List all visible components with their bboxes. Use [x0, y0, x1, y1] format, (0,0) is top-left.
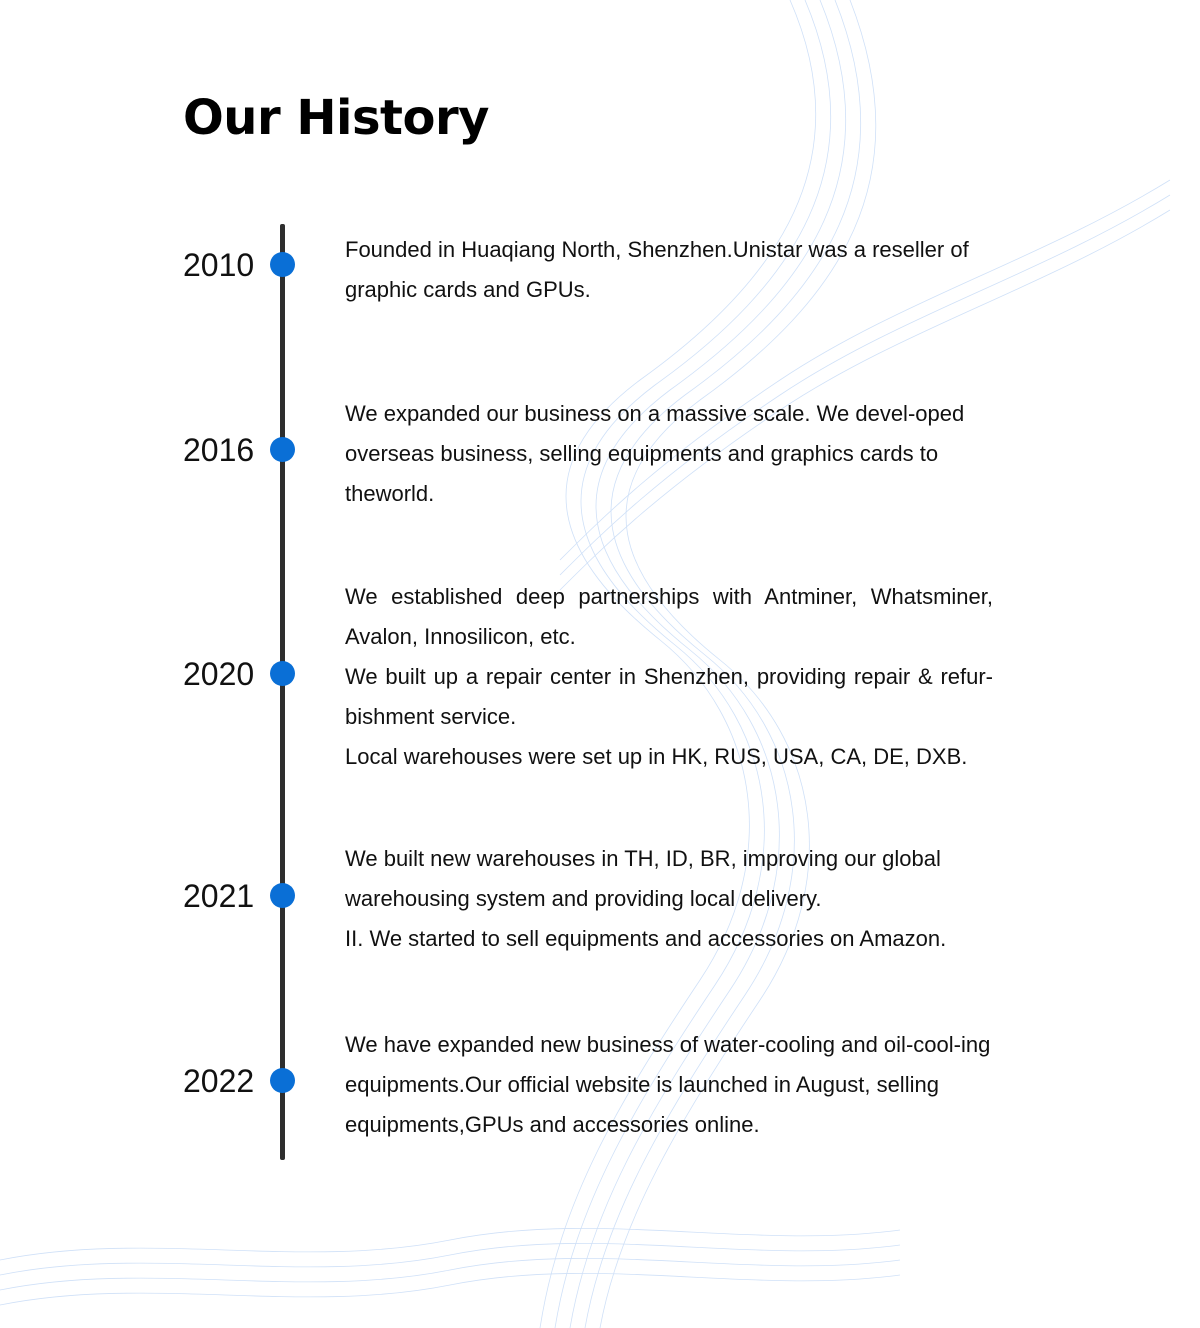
timeline-dot: [270, 437, 295, 462]
timeline-description: [345, 577, 993, 777]
timeline-year: 2021: [183, 878, 255, 914]
timeline-description: [345, 230, 1000, 310]
timeline-line: [280, 224, 285, 1160]
timeline-line-text: Local warehouses were set up in HK, RUS, USA, CA, DE, DXB.: [345, 744, 968, 769]
timeline-year: 2022: [183, 1063, 255, 1099]
page-title: Our History: [183, 90, 489, 146]
timeline-line-text: We expanded our business on a massive scale. We devel-oped overseas business, selling equipments and graphics cards to theworld.: [345, 401, 965, 506]
timeline-dot: [270, 883, 295, 908]
timeline-dot: [270, 1068, 295, 1093]
timeline-line-text: II. We started to sell equipments and accessories on Amazon.: [345, 926, 947, 951]
timeline-year: 2016: [183, 432, 255, 468]
timeline-year: 2020: [183, 656, 255, 692]
timeline-dot: [270, 661, 295, 686]
timeline-description: [345, 839, 965, 959]
timeline-line-text: We built new warehouses in TH, ID, BR, improving our global warehousing system and providing local delivery.: [345, 846, 941, 911]
timeline-description: [345, 1025, 1010, 1145]
timeline-year: 2010: [183, 247, 255, 283]
timeline-line-text: We built up a repair center in Shenzhen, providing repair & refur-bishment service.: [345, 664, 993, 729]
timeline-line-text: We have expanded new business of water-cooling and oil-cool-ing equipments.Our official website is launched in August, selling equipments,GPUs and accessories online.: [345, 1032, 991, 1137]
timeline-description: [345, 394, 980, 514]
timeline-line-text: Founded in Huaqiang North, Shenzhen.Unistar was a reseller of graphic cards and GPUs.: [345, 237, 969, 302]
timeline-line-text: We established deep partnerships with Antminer, Whatsminer, Avalon, Innosilicon, etc.: [345, 584, 993, 649]
timeline-dot: [270, 252, 295, 277]
